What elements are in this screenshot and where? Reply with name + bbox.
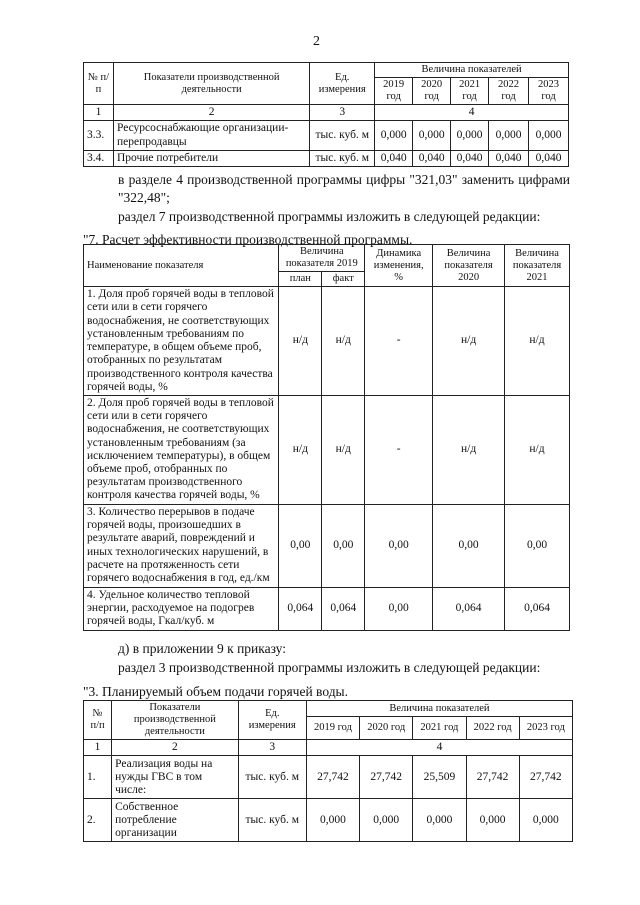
paragraph-appendix9: д) в приложении 9 к приказу: xyxy=(118,641,287,656)
value-2021-cell: н/д xyxy=(505,287,570,396)
plan-cell: 0,00 xyxy=(279,504,322,587)
value-cell: 0,040 xyxy=(489,150,529,166)
value-2021-cell: н/д xyxy=(505,395,570,504)
col-indicator-header: Показатели производственной деятельности xyxy=(112,701,239,740)
plan-cell: н/д xyxy=(279,287,322,396)
section3-title: "3. Планируемый объем подачи горячей воды. xyxy=(83,684,349,699)
plan-cell: 0,064 xyxy=(279,587,322,630)
row-unit: тыс. куб. м xyxy=(310,150,375,166)
year-header: 2019 год xyxy=(306,717,359,740)
year-header: 2019 год xyxy=(375,78,413,105)
value-2020-cell: 0,00 xyxy=(433,504,505,587)
dynamics-cell: 0,00 xyxy=(365,587,433,630)
year-header: 2023 год xyxy=(529,78,569,105)
value-2020-cell: 0,064 xyxy=(433,587,505,630)
production-indicators-table-3 xyxy=(83,700,573,842)
row-unit: тыс. куб. м xyxy=(238,799,306,842)
fact-cell: н/д xyxy=(322,395,365,504)
col-indicator-header: Показатели производственной деятельности xyxy=(113,63,309,105)
row-unit: тыс. куб. м xyxy=(238,756,306,799)
paragraph-section3-intro: раздел 3 производственной программы изложить в следующей редакции: xyxy=(118,660,541,675)
col-fact-header: факт xyxy=(322,272,365,287)
value-cell: 0,040 xyxy=(375,150,413,166)
table-row xyxy=(84,150,569,166)
value-cell: 0,000 xyxy=(360,799,413,842)
dynamics-cell: 0,00 xyxy=(365,504,433,587)
efficiency-table xyxy=(83,244,570,631)
value-cell: 0,000 xyxy=(413,799,466,842)
col-2019-header: Величина показателя 2019 xyxy=(279,245,365,272)
year-header: 2020 год xyxy=(360,717,413,740)
col-unit-header: Ед. измерения xyxy=(238,701,306,740)
table-row xyxy=(84,395,570,504)
value-cell: 0,000 xyxy=(489,121,529,150)
row-unit: тыс. куб. м xyxy=(310,121,375,150)
table-row xyxy=(84,504,570,587)
value-cell: 0,000 xyxy=(306,799,359,842)
table-row xyxy=(84,121,569,150)
value-cell: 27,742 xyxy=(519,756,572,799)
values-title-header: Величина показателей xyxy=(306,701,572,717)
value-cell: 27,742 xyxy=(360,756,413,799)
row-name: Ресурсоснабжающие организации-перепродавцы xyxy=(113,121,309,150)
row-num: 3.3. xyxy=(84,121,114,150)
col-dynamics-header: Динамика изменения, % xyxy=(365,245,433,287)
index-cell: 2 xyxy=(113,105,309,121)
fact-cell: 0,00 xyxy=(322,504,365,587)
value-cell: 0,000 xyxy=(375,121,413,150)
index-cell: 1 xyxy=(84,105,114,121)
plan-cell: н/д xyxy=(279,395,322,504)
table-row xyxy=(84,587,570,630)
row-name: Собственное потребление организации xyxy=(112,799,239,842)
value-cell: 27,742 xyxy=(306,756,359,799)
value-cell: 0,040 xyxy=(529,150,569,166)
value-cell: 0,000 xyxy=(529,121,569,150)
value-2021-cell: 0,064 xyxy=(505,587,570,630)
paragraph-section7-intro: раздел 7 производственной программы изложить в следующей редакции: xyxy=(118,209,541,224)
year-header: 2021 год xyxy=(451,78,489,105)
row-num: 2. xyxy=(84,799,112,842)
value-cell: 0,000 xyxy=(451,121,489,150)
row-name: Реализация воды на нужды ГВС в том числе: xyxy=(112,756,239,799)
index-cell: 4 xyxy=(306,740,572,756)
row-name: 3. Количество перерывов в подаче горячей воды, произошедших в результате аварий, повреждений и иных технологических нарушений, в расчете на протяженность сети горячего водоснабжения в год, ед./км xyxy=(84,504,279,587)
value-cell: 0,000 xyxy=(519,799,572,842)
col-num-header: № п/п xyxy=(84,701,112,740)
production-indicators-table-1 xyxy=(83,62,569,167)
index-cell: 4 xyxy=(375,105,569,121)
table-row xyxy=(84,799,573,842)
col-2021-header: Величина показателя 2021 xyxy=(505,245,570,287)
year-header: 2022 год xyxy=(466,717,519,740)
col-plan-header: план xyxy=(279,272,322,287)
row-num: 1. xyxy=(84,756,112,799)
col-2020-header: Величина показателя 2020 xyxy=(433,245,505,287)
table-row xyxy=(84,287,570,396)
value-cell: 0,000 xyxy=(413,121,451,150)
year-header: 2023 год xyxy=(519,717,572,740)
row-name: 1. Доля проб горячей воды в тепловой сети или в сети горячего водоснабжения, не соответствующих установленным требованиям по температуре, в общем объеме проб, отобранных по результатам производственного контроля качества горячей воды, % xyxy=(84,287,279,396)
col-unit-header: Ед. измерения xyxy=(310,63,375,105)
col-num-header: № п/п xyxy=(84,63,114,105)
value-cell: 0,040 xyxy=(451,150,489,166)
fact-cell: н/д xyxy=(322,287,365,396)
year-header: 2022 год xyxy=(489,78,529,105)
value-2020-cell: н/д xyxy=(433,395,505,504)
values-title-header: Величина показателей xyxy=(375,63,569,78)
section7-title: "7. Расчет эффективности производственной программы. xyxy=(83,232,413,247)
value-2021-cell: 0,00 xyxy=(505,504,570,587)
row-name: 2. Доля проб горячей воды в тепловой сети или в сети горячего водоснабжения, не соответствующих установленным требованиям (за исключением температуры), в общем объеме проб, отобранных по результатам производственного контроля качества горячей воды, % xyxy=(84,395,279,504)
value-2020-cell: н/д xyxy=(433,287,505,396)
year-header: 2021 год xyxy=(413,717,466,740)
value-cell: 0,040 xyxy=(413,150,451,166)
value-cell: 27,742 xyxy=(466,756,519,799)
index-cell: 2 xyxy=(112,740,239,756)
row-name: 4. Удельное количество тепловой энергии, расходуемое на подогрев горячей воды, Гкал/куб. м xyxy=(84,587,279,630)
col-name-header: Наименование показателя xyxy=(84,245,279,287)
index-cell: 1 xyxy=(84,740,112,756)
value-cell: 25,509 xyxy=(413,756,466,799)
dynamics-cell: - xyxy=(365,395,433,504)
row-name: Прочие потребители xyxy=(113,150,309,166)
dynamics-cell: - xyxy=(365,287,433,396)
index-cell: 3 xyxy=(238,740,306,756)
year-header: 2020 год xyxy=(413,78,451,105)
value-cell: 0,000 xyxy=(466,799,519,842)
fact-cell: 0,064 xyxy=(322,587,365,630)
page-number: 2 xyxy=(313,34,320,49)
index-cell: 3 xyxy=(310,105,375,121)
row-num: 3.4. xyxy=(84,150,114,166)
table-row xyxy=(84,756,573,799)
paragraph-section4-change: в разделе 4 производственной программы цифры "321,03" заменить цифрами "322,48"; xyxy=(118,172,570,205)
